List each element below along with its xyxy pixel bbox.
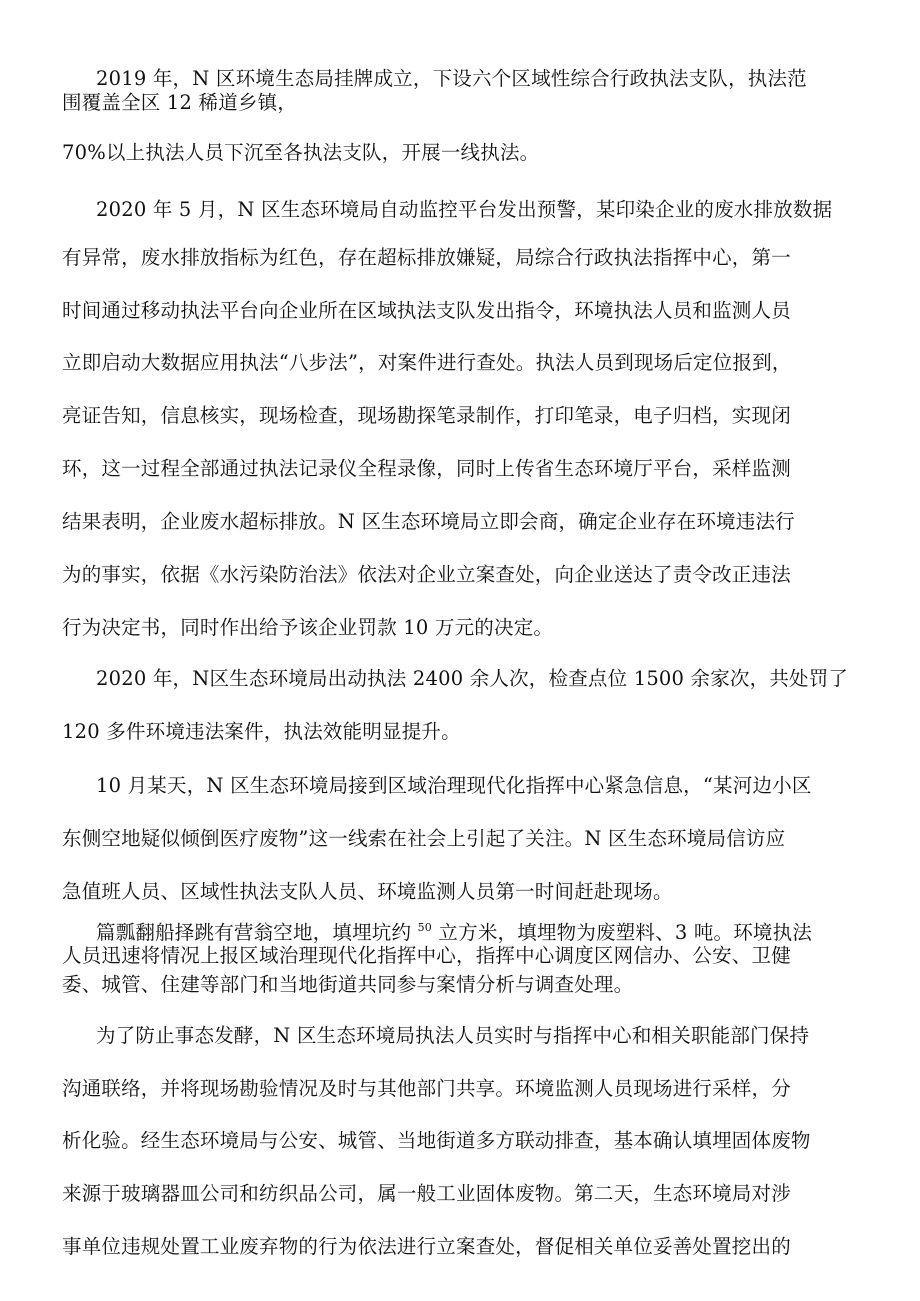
- paragraph-3-line-5: [62, 404, 858, 428]
- paragraph-7-line-1: [96, 1024, 858, 1048]
- text-line: 人员迅速将情况上报区域治理现代化指挥中心，指挥中心调度区网信办、公安、卫健: [62, 944, 791, 967]
- text-line: 环，这一过程全部通过执法记录仪全程录像，同时上传省生态环境厅平台，采样监测: [62, 457, 791, 480]
- paragraph-4-line-2: [62, 720, 461, 744]
- text-line: 时间通过移动执法平台向企业所在区域执法支队发出指令，环境执法人员和监测人员: [62, 299, 791, 322]
- text-line: 10 月某天，N 区生态环境局接到区域治理现代化指挥中心紧急信息，“某河边小区: [96, 774, 812, 797]
- text-line: 来源于玻璃器皿公司和纺织品公司，属一般工业固体废物。第二天，生态环境局对涉: [62, 1182, 791, 1205]
- paragraph-5-line-1: [96, 774, 858, 798]
- text-line: 立即启动大数据应用执法“八步法”，对案件进行查处。执法人员到现场后定位报到，: [62, 351, 792, 374]
- text-line: 70%以上执法人员下沉至各执法支队，开展一线执法。: [62, 141, 540, 164]
- text-line: 急值班人员、区域性执法支队人员、环境监测人员第一时间赶赴现场。: [62, 880, 673, 903]
- superscript-number: 50: [417, 921, 433, 934]
- paragraph-3-line-6: [62, 457, 858, 481]
- text-line: 亮证告知，信息核实，现场检查，现场勘探笔录制作，打印笔录，电子归档，实现闭: [62, 404, 791, 427]
- text-line: 为了防止事态发酵，N 区生态环境局执法人员实时与指挥中心和相关职能部门保持: [96, 1024, 810, 1047]
- paragraph-6-line-3: [62, 973, 633, 997]
- paragraph-3-line-8: [62, 563, 858, 587]
- text-line: 有异常，废水排放指标为红色，存在超标排放嫌疑，局综合行政执法指挥中心，第一: [62, 246, 791, 269]
- text-line: 为的事实，依据《水污染防治法》依法对企业立案查处，向企业送达了责令改正违法: [62, 563, 791, 586]
- paragraph-1-line-2: [62, 91, 297, 115]
- text-line: 2019 年，N 区环境生态局挂牌成立，下设六个区域性综合行政执法支队，执法范: [96, 67, 807, 90]
- text-line: 围覆盖全区 12 稀道乡镇，: [62, 91, 298, 114]
- paragraph-6-line-1: [96, 916, 858, 945]
- text-line-start: 篇瓢翻船择跳有营翁空地，填埋坑约: [96, 921, 418, 944]
- text-line: 沟通联络，并将现场勘验情况及时与其他部门共享。环境监测人员现场进行采样，分: [62, 1077, 791, 1100]
- paragraph-7-line-4: [62, 1182, 858, 1206]
- paragraph-3-line-1: [96, 198, 856, 222]
- text-line: 委、城管、住建等部门和当地街道共同参与案情分析与调查处理。: [62, 973, 634, 996]
- paragraph-3-line-7: [62, 510, 858, 534]
- text-line: 120 多件环境违法案件，执法效能明显提升。: [62, 720, 461, 743]
- text-line: 结果表明，企业废水超标排放。N 区生态环境局立即会商，确定企业存在环境违法行: [62, 510, 795, 533]
- paragraph-5-line-3: [62, 880, 673, 904]
- paragraph-2-line-1: [62, 141, 539, 165]
- text-line: 行为决定书，同时作出给予该企业罚款 10 万元的决定。: [62, 616, 554, 639]
- paragraph-3-line-9: [62, 616, 553, 640]
- paragraph-6-line-2: [62, 944, 858, 968]
- text-line: 析化验。经生态环境局与公安、城管、当地街道多方联动排查，基本确认填埋固体废物: [62, 1129, 811, 1152]
- paragraph-3-line-3: [62, 299, 858, 323]
- paragraph-7-line-5: [62, 1235, 858, 1259]
- paragraph-5-line-2: [62, 827, 858, 851]
- text-line: 2020 年，N区生态环境局出动执法 2400 余人次，检查点位 1500 余家次，共处罚了: [96, 667, 849, 690]
- text-line: 事单位违规处置工业废弃物的行为依法进行立案查处，督促相关单位妥善处置挖出的: [62, 1235, 791, 1258]
- paragraph-3-line-4: [62, 351, 858, 375]
- text-line-end: 立方米，填埋物为废塑料、3 吨。环境执法: [432, 921, 813, 944]
- paragraph-4-line-1: [96, 667, 854, 691]
- paragraph-1-line-1: [96, 67, 854, 91]
- paragraph-3-line-2: [62, 246, 858, 270]
- text-line: 东侧空地疑似倾倒医疗废物”这一线索在社会上引起了关注。N 区生态环境局信访应: [62, 827, 786, 850]
- paragraph-7-line-2: [62, 1077, 858, 1101]
- text-line: 2020 年 5 月，N 区生态环境局自动监控平台发出预警，某印染企业的废水排放数据: [96, 198, 833, 221]
- paragraph-7-line-3: [62, 1129, 858, 1153]
